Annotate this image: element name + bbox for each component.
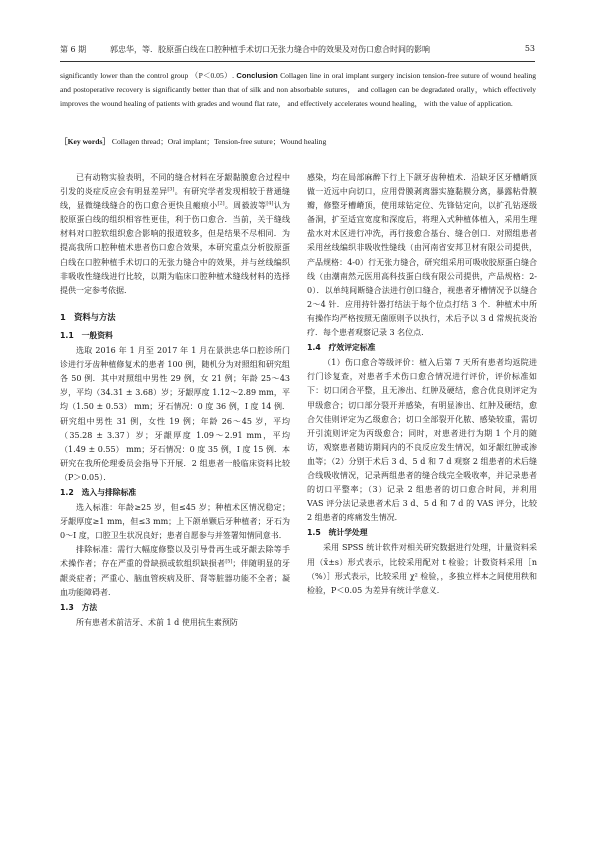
issue-number: 第 6 期 <box>60 45 87 54</box>
general-data-paragraph: 选取 2016 年 1 月至 2017 年 1 月在景洪忠华口腔诊所门诊进行牙齿种植修复术的患者 100 例，随机分为对照组和研究组各 50 例．其中对照组中男性 29 例，女 21 例；年龄 25～43 岁，平均（34.31 ± 3.68）岁；牙龈厚度 1.12～2.89 mm，平均（1.50 ± 0.53） mm；牙石情况：0 度 36 例，I 度 14 例．研究组中男性 31 例，女性 19 例；年龄 26～45 岁，平均（35.28 ± 3.37）岁；牙龈厚度 1.09～2.91 mm，平均（1.49 ± 0.55） mm；牙石情况：0 度 35 例，I 度 15 例．本研究在我所伦理委员会指导下开展．2 组患者一般临床资料比较（P＞0.05）． <box>60 346 290 482</box>
intro-text-3: 。周毅波等 <box>224 201 267 211</box>
subsection-heading-evaluation: 1.4 疗效评定标准 <box>307 343 376 353</box>
inclusion-criteria-paragraph: 选入标准：年龄≥25 岁，但≤45 岁；种植术区情况稳定；牙龈厚度≥1 mm，但≤3 mm；上下颌单颗后牙种植者；牙石为 0～I 度，口腔卫生状况良好；患者自愿参与并签署知情同意书． <box>60 503 290 541</box>
citation-3: [3] <box>167 186 175 193</box>
keywords-text: Collagen thread；Oral implant；Tension-free suture；Wound healing <box>111 137 327 146</box>
intro-paragraph <box>60 171 290 298</box>
right-column <box>307 171 537 598</box>
conclusion-label: Conclusion <box>236 71 278 80</box>
running-header <box>60 44 535 58</box>
abstract-tail <box>60 69 536 111</box>
evaluation-paragraph: （1）伤口愈合等级评价：植入后第 7 天所有患者均返院进行门诊复查，对患者手术伤口愈合情况进行评价，评价标准如下：切口闭合平整，且无渗出、红肿及硬结，愈合优良则评定为甲级愈合；切口部分裂开并感染，有明显渗出、红肿及硬结，愈合欠佳则评定为乙级愈合；切口全部裂开化脓、感染较重，需切开引流则评定为丙级愈合；同时，对患者进行为期 1 个月的随访，观察患者随访期间内的不良反应发生情况，如牙龈红肿或渗血等；（2）分别于术后 3 d、5 d 和 7 d 观察 2 组患者的术后缝合线吸收情况，记录两组患者的缝合线完全吸收率，并记录患者的切口平整率；（3）记录 2 组患者的切口愈合时间，并利用 VAS 评分法记录患者术后 3 d、5 d 和 7 d 的 VAS 评分，比较 2 组患者的疼痛发生情况． <box>307 358 537 523</box>
citation-4: [4] <box>266 200 274 207</box>
page-number: 53 <box>524 44 535 53</box>
running-title: 郭忠华，等．胶原蛋白线在口腔种植手术切口无张力缝合中的效果及对伤口愈合时间的影响 <box>110 45 430 54</box>
keywords-label: ［Key words］ <box>60 137 110 146</box>
exclusion-text-1: 排除标准：需行大幅度修整以及引导骨再生或牙龈去除等手术操作者；存在严重的骨缺损或软组织缺损者 <box>60 545 290 569</box>
citation-5: [5] <box>225 558 233 565</box>
exclusion-text-2: ；伴随明显的牙龈炎症者；严重心、脑血管疾病及肝、肾等脏器功能不全者；凝血功能障碍者． <box>60 559 290 597</box>
subsection-heading-criteria: 1.2 选入与排除标准 <box>60 487 137 497</box>
left-column <box>60 171 290 630</box>
method-paragraph-start: 所有患者术前洁牙、术前 1 d 使用抗生素预防 <box>76 617 238 627</box>
method-paragraph-continued: 感染，均在局部麻醉下行上下颌牙齿种植术．沿缺牙区牙槽嵴顶做一近远中向切口，应用骨膜剥离器实施黏膜分离，暴露粘骨膜瓣，修整牙槽嵴顶，使用球钻定位、先锋钻定向，以扩孔钻逐级备洞，扩至适宜宽度和深度后，将理入式种植体植入，采用生理盐水对术区进行冲洗，再行接愈合基台、缝合创口．对照组患者采用丝线编织非吸收性缝线（由河南省安邦卫材有限公司提供，产品规格：4-0）行无张力缝合，研究组采用可吸收胶原蛋白缝合线（由潮南然元医用高科技蛋白线有限公司提供，产品规格：2-0）．以单纯间断缝合法进行创口缝合，视患者牙槽情况予以缝合 2～4 针．应用持针器打结法于每个位点打结 3 个．种植术中所有操作均严格按照无菌原则予以执行，术后予以 3 d 常规抗炎治疗．每个患者观察记录 3 名位点． <box>307 173 537 338</box>
conclusion-text: Collagen line in oral implant surgery incision tension-free suture of wound healing and postoperative recovery is significantly better than that of silk and non absorbable sutures， and collagen can be degradated orally，which effectively improves the wound healing of patients with grades and wound flat rate， and effectively accelerates wound healing， with the value of application. <box>60 71 536 108</box>
abstract-results-tail: significantly lower than the control group （P＜0.05）. <box>60 71 235 80</box>
intro-text-4: 认为胶原蛋白线的组织相容性更佳，利于伤口愈合．当前，关于缝线材料对口腔软组织愈合影响的报道较多，但是结果不尽相同．为提高我所口腔种植术患者伤口愈合效果，本研究重点分析胶原蛋白线在口腔种植手术切口的无张力缝合中的效果，并与丝线编织非吸收性缝线进行比较，以期为临床口腔种植术缝线材料的选择提供一定参考依据． <box>60 201 291 295</box>
intro-text-2: 。有研究学者发现相较于普通缝线，显微缝线缝合的伤口愈合更快且瘢痕小 <box>60 187 291 211</box>
keywords <box>60 135 536 149</box>
subsection-heading-general-data: 1.1 一般资料 <box>60 330 113 340</box>
subsection-heading-statistics: 1.5 统计学处理 <box>307 528 368 538</box>
header-rule <box>60 61 535 62</box>
subsection-heading-method: 1.3 方法 <box>60 602 98 612</box>
citation-2: [2] <box>217 200 225 207</box>
statistics-paragraph: 采用 SPSS 统计软件对相关研究数据进行处理，计量资料采用（x̄±s）形式表示，比较采用配对 t 检验；计数资料采用［n（%）］形式表示，比较采用 χ² 检验，，多独立样本之间使用秩和检验，P＜0.05 为差异有统计学意义． <box>307 543 537 595</box>
intro-text-1: 已有动物实验表明，不同的缝合材料在牙龈黏膜愈合过程中引发的炎症反应会有明显差异 <box>60 173 290 197</box>
section-heading-methods: 1 资料与方法 <box>60 311 116 322</box>
exclusion-criteria-paragraph <box>60 543 290 599</box>
